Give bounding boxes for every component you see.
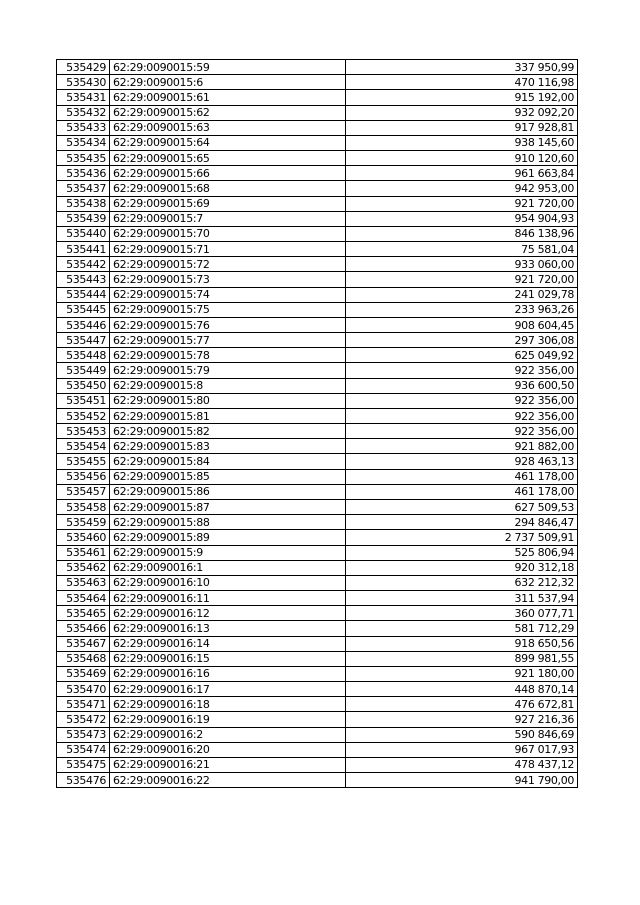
table-row bbox=[57, 651, 578, 666]
cadastral-value-cell: 233 963,26 bbox=[346, 302, 578, 317]
cadastral-value-cell: 581 712,29 bbox=[346, 621, 578, 636]
table-row bbox=[57, 272, 578, 287]
row-number-cell: 535467 bbox=[57, 636, 110, 651]
cadastral-number-cell: 62:29:0090015:65 bbox=[110, 151, 346, 166]
table-row bbox=[57, 151, 578, 166]
row-number-cell: 535448 bbox=[57, 348, 110, 363]
row-number-cell: 535439 bbox=[57, 211, 110, 226]
table-row bbox=[57, 135, 578, 150]
cadastral-number-cell: 62:29:0090015:72 bbox=[110, 257, 346, 272]
cadastral-value-cell: 921 180,00 bbox=[346, 666, 578, 681]
cadastral-value-cell: 921 720,00 bbox=[346, 272, 578, 287]
cadastral-value-cell: 933 060,00 bbox=[346, 257, 578, 272]
row-number-cell: 535438 bbox=[57, 196, 110, 211]
cadastral-number-cell: 62:29:0090015:63 bbox=[110, 120, 346, 135]
row-number-cell: 535446 bbox=[57, 317, 110, 332]
cadastral-number-cell: 62:29:0090016:15 bbox=[110, 651, 346, 666]
table-row bbox=[57, 363, 578, 378]
cadastral-number-cell: 62:29:0090016:17 bbox=[110, 682, 346, 697]
row-number-cell: 535460 bbox=[57, 530, 110, 545]
table-row bbox=[57, 636, 578, 651]
cadastral-value-cell: 921 882,00 bbox=[346, 439, 578, 454]
cadastral-number-cell: 62:29:0090015:9 bbox=[110, 545, 346, 560]
row-number-cell: 535462 bbox=[57, 560, 110, 575]
cadastral-value-cell: 360 077,71 bbox=[346, 606, 578, 621]
cadastral-value-cell: 2 737 509,91 bbox=[346, 530, 578, 545]
cadastral-value-cell: 936 600,50 bbox=[346, 378, 578, 393]
table-row bbox=[57, 166, 578, 181]
row-number-cell: 535466 bbox=[57, 621, 110, 636]
row-number-cell: 535437 bbox=[57, 181, 110, 196]
table-row bbox=[57, 196, 578, 211]
cadastral-number-cell: 62:29:0090016:10 bbox=[110, 575, 346, 590]
cadastral-value-cell: 75 581,04 bbox=[346, 242, 578, 257]
table-row bbox=[57, 75, 578, 90]
row-number-cell: 535450 bbox=[57, 378, 110, 393]
cadastral-number-cell: 62:29:0090015:70 bbox=[110, 226, 346, 241]
table-row bbox=[57, 302, 578, 317]
table-row bbox=[57, 545, 578, 560]
row-number-cell: 535461 bbox=[57, 545, 110, 560]
cadastral-number-cell: 62:29:0090015:80 bbox=[110, 393, 346, 408]
cadastral-value-cell: 918 650,56 bbox=[346, 636, 578, 651]
cadastral-number-cell: 62:29:0090015:84 bbox=[110, 454, 346, 469]
cadastral-value-cell: 294 846,47 bbox=[346, 515, 578, 530]
row-number-cell: 535433 bbox=[57, 120, 110, 135]
row-number-cell: 535441 bbox=[57, 242, 110, 257]
cadastral-number-cell: 62:29:0090015:68 bbox=[110, 181, 346, 196]
table-row bbox=[57, 499, 578, 514]
cadastral-value-cell: 625 049,92 bbox=[346, 348, 578, 363]
row-number-cell: 535430 bbox=[57, 75, 110, 90]
row-number-cell: 535458 bbox=[57, 499, 110, 514]
cadastral-number-cell: 62:29:0090016:19 bbox=[110, 712, 346, 727]
table-row bbox=[57, 348, 578, 363]
row-number-cell: 535436 bbox=[57, 166, 110, 181]
table-row bbox=[57, 226, 578, 241]
cadastral-value-cell: 908 604,45 bbox=[346, 317, 578, 332]
row-number-cell: 535447 bbox=[57, 333, 110, 348]
cadastral-number-cell: 62:29:0090015:77 bbox=[110, 333, 346, 348]
row-number-cell: 535445 bbox=[57, 302, 110, 317]
cadastral-value-cell: 942 953,00 bbox=[346, 181, 578, 196]
cadastral-number-cell: 62:29:0090015:76 bbox=[110, 317, 346, 332]
cadastral-value-cell: 920 312,18 bbox=[346, 560, 578, 575]
cadastral-value-cell: 915 192,00 bbox=[346, 90, 578, 105]
table-row bbox=[57, 515, 578, 530]
row-number-cell: 535429 bbox=[57, 60, 110, 75]
row-number-cell: 535443 bbox=[57, 272, 110, 287]
table-row bbox=[57, 439, 578, 454]
row-number-cell: 535472 bbox=[57, 712, 110, 727]
cadastral-number-cell: 62:29:0090016:1 bbox=[110, 560, 346, 575]
table-row bbox=[57, 606, 578, 621]
table-row bbox=[57, 257, 578, 272]
cadastral-number-cell: 62:29:0090015:64 bbox=[110, 135, 346, 150]
cadastral-number-cell: 62:29:0090015:87 bbox=[110, 499, 346, 514]
table-row bbox=[57, 90, 578, 105]
registry-table-body bbox=[57, 60, 578, 788]
row-number-cell: 535475 bbox=[57, 757, 110, 772]
row-number-cell: 535435 bbox=[57, 151, 110, 166]
row-number-cell: 535459 bbox=[57, 515, 110, 530]
row-number-cell: 535468 bbox=[57, 651, 110, 666]
table-row bbox=[57, 317, 578, 332]
cadastral-number-cell: 62:29:0090015:88 bbox=[110, 515, 346, 530]
table-row bbox=[57, 712, 578, 727]
row-number-cell: 535454 bbox=[57, 439, 110, 454]
cadastral-number-cell: 62:29:0090016:2 bbox=[110, 727, 346, 742]
cadastral-number-cell: 62:29:0090015:59 bbox=[110, 60, 346, 75]
row-number-cell: 535431 bbox=[57, 90, 110, 105]
cadastral-number-cell: 62:29:0090015:85 bbox=[110, 469, 346, 484]
table-row bbox=[57, 484, 578, 499]
cadastral-value-cell: 910 120,60 bbox=[346, 151, 578, 166]
cadastral-value-cell: 478 437,12 bbox=[346, 757, 578, 772]
table-row bbox=[57, 682, 578, 697]
registry-table bbox=[56, 59, 578, 788]
table-row bbox=[57, 575, 578, 590]
cadastral-value-cell: 525 806,94 bbox=[346, 545, 578, 560]
cadastral-value-cell: 922 356,00 bbox=[346, 393, 578, 408]
table-row bbox=[57, 560, 578, 575]
cadastral-value-cell: 922 356,00 bbox=[346, 408, 578, 423]
cadastral-number-cell: 62:29:0090015:75 bbox=[110, 302, 346, 317]
cadastral-number-cell: 62:29:0090015:69 bbox=[110, 196, 346, 211]
table-row bbox=[57, 333, 578, 348]
cadastral-value-cell: 917 928,81 bbox=[346, 120, 578, 135]
cadastral-number-cell: 62:29:0090016:11 bbox=[110, 591, 346, 606]
cadastral-value-cell: 470 116,98 bbox=[346, 75, 578, 90]
table-row bbox=[57, 60, 578, 75]
cadastral-number-cell: 62:29:0090015:62 bbox=[110, 105, 346, 120]
cadastral-number-cell: 62:29:0090015:6 bbox=[110, 75, 346, 90]
cadastral-number-cell: 62:29:0090015:74 bbox=[110, 287, 346, 302]
row-number-cell: 535474 bbox=[57, 742, 110, 757]
cadastral-value-cell: 337 950,99 bbox=[346, 60, 578, 75]
table-row bbox=[57, 242, 578, 257]
cadastral-value-cell: 590 846,69 bbox=[346, 727, 578, 742]
row-number-cell: 535471 bbox=[57, 697, 110, 712]
cadastral-value-cell: 961 663,84 bbox=[346, 166, 578, 181]
row-number-cell: 535476 bbox=[57, 773, 110, 788]
cadastral-value-cell: 297 306,08 bbox=[346, 333, 578, 348]
cadastral-value-cell: 461 178,00 bbox=[346, 469, 578, 484]
cadastral-value-cell: 311 537,94 bbox=[346, 591, 578, 606]
cadastral-value-cell: 921 720,00 bbox=[346, 196, 578, 211]
cadastral-number-cell: 62:29:0090016:22 bbox=[110, 773, 346, 788]
cadastral-value-cell: 241 029,78 bbox=[346, 287, 578, 302]
cadastral-value-cell: 932 092,20 bbox=[346, 105, 578, 120]
row-number-cell: 535469 bbox=[57, 666, 110, 681]
cadastral-number-cell: 62:29:0090016:20 bbox=[110, 742, 346, 757]
cadastral-number-cell: 62:29:0090015:82 bbox=[110, 424, 346, 439]
cadastral-number-cell: 62:29:0090015:79 bbox=[110, 363, 346, 378]
row-number-cell: 535451 bbox=[57, 393, 110, 408]
row-number-cell: 535473 bbox=[57, 727, 110, 742]
row-number-cell: 535432 bbox=[57, 105, 110, 120]
row-number-cell: 535453 bbox=[57, 424, 110, 439]
table-row bbox=[57, 408, 578, 423]
row-number-cell: 535463 bbox=[57, 575, 110, 590]
cadastral-number-cell: 62:29:0090016:16 bbox=[110, 666, 346, 681]
table-row bbox=[57, 773, 578, 788]
cadastral-value-cell: 846 138,96 bbox=[346, 226, 578, 241]
table-row bbox=[57, 424, 578, 439]
row-number-cell: 535449 bbox=[57, 363, 110, 378]
cadastral-value-cell: 938 145,60 bbox=[346, 135, 578, 150]
table-row bbox=[57, 378, 578, 393]
row-number-cell: 535470 bbox=[57, 682, 110, 697]
cadastral-number-cell: 62:29:0090015:71 bbox=[110, 242, 346, 257]
table-row bbox=[57, 666, 578, 681]
cadastral-number-cell: 62:29:0090016:12 bbox=[110, 606, 346, 621]
table-row bbox=[57, 742, 578, 757]
cadastral-number-cell: 62:29:0090015:7 bbox=[110, 211, 346, 226]
table-row bbox=[57, 697, 578, 712]
cadastral-value-cell: 899 981,55 bbox=[346, 651, 578, 666]
table-row bbox=[57, 287, 578, 302]
cadastral-number-cell: 62:29:0090015:66 bbox=[110, 166, 346, 181]
cadastral-value-cell: 927 216,36 bbox=[346, 712, 578, 727]
cadastral-value-cell: 928 463,13 bbox=[346, 454, 578, 469]
cadastral-value-cell: 922 356,00 bbox=[346, 424, 578, 439]
row-number-cell: 535452 bbox=[57, 408, 110, 423]
table-row bbox=[57, 120, 578, 135]
cadastral-number-cell: 62:29:0090015:83 bbox=[110, 439, 346, 454]
table-row bbox=[57, 757, 578, 772]
row-number-cell: 535457 bbox=[57, 484, 110, 499]
row-number-cell: 535464 bbox=[57, 591, 110, 606]
table-row bbox=[57, 454, 578, 469]
cadastral-number-cell: 62:29:0090016:13 bbox=[110, 621, 346, 636]
cadastral-value-cell: 632 212,32 bbox=[346, 575, 578, 590]
row-number-cell: 535465 bbox=[57, 606, 110, 621]
cadastral-value-cell: 941 790,00 bbox=[346, 773, 578, 788]
row-number-cell: 535440 bbox=[57, 226, 110, 241]
row-number-cell: 535455 bbox=[57, 454, 110, 469]
cadastral-number-cell: 62:29:0090015:78 bbox=[110, 348, 346, 363]
table-row bbox=[57, 621, 578, 636]
row-number-cell: 535434 bbox=[57, 135, 110, 150]
cadastral-number-cell: 62:29:0090016:21 bbox=[110, 757, 346, 772]
table-row bbox=[57, 105, 578, 120]
cadastral-value-cell: 627 509,53 bbox=[346, 499, 578, 514]
cadastral-value-cell: 448 870,14 bbox=[346, 682, 578, 697]
cadastral-value-cell: 954 904,93 bbox=[346, 211, 578, 226]
cadastral-number-cell: 62:29:0090015:73 bbox=[110, 272, 346, 287]
cadastral-value-cell: 922 356,00 bbox=[346, 363, 578, 378]
row-number-cell: 535444 bbox=[57, 287, 110, 302]
table-row bbox=[57, 530, 578, 545]
cadastral-number-cell: 62:29:0090015:81 bbox=[110, 408, 346, 423]
cadastral-number-cell: 62:29:0090015:61 bbox=[110, 90, 346, 105]
cadastral-value-cell: 967 017,93 bbox=[346, 742, 578, 757]
row-number-cell: 535456 bbox=[57, 469, 110, 484]
document-page bbox=[56, 59, 577, 788]
cadastral-number-cell: 62:29:0090016:18 bbox=[110, 697, 346, 712]
row-number-cell: 535442 bbox=[57, 257, 110, 272]
table-row bbox=[57, 181, 578, 196]
cadastral-number-cell: 62:29:0090015:89 bbox=[110, 530, 346, 545]
cadastral-value-cell: 461 178,00 bbox=[346, 484, 578, 499]
table-row bbox=[57, 591, 578, 606]
table-row bbox=[57, 469, 578, 484]
table-row bbox=[57, 211, 578, 226]
cadastral-number-cell: 62:29:0090016:14 bbox=[110, 636, 346, 651]
cadastral-value-cell: 476 672,81 bbox=[346, 697, 578, 712]
cadastral-number-cell: 62:29:0090015:86 bbox=[110, 484, 346, 499]
cadastral-number-cell: 62:29:0090015:8 bbox=[110, 378, 346, 393]
table-row bbox=[57, 393, 578, 408]
table-row bbox=[57, 727, 578, 742]
